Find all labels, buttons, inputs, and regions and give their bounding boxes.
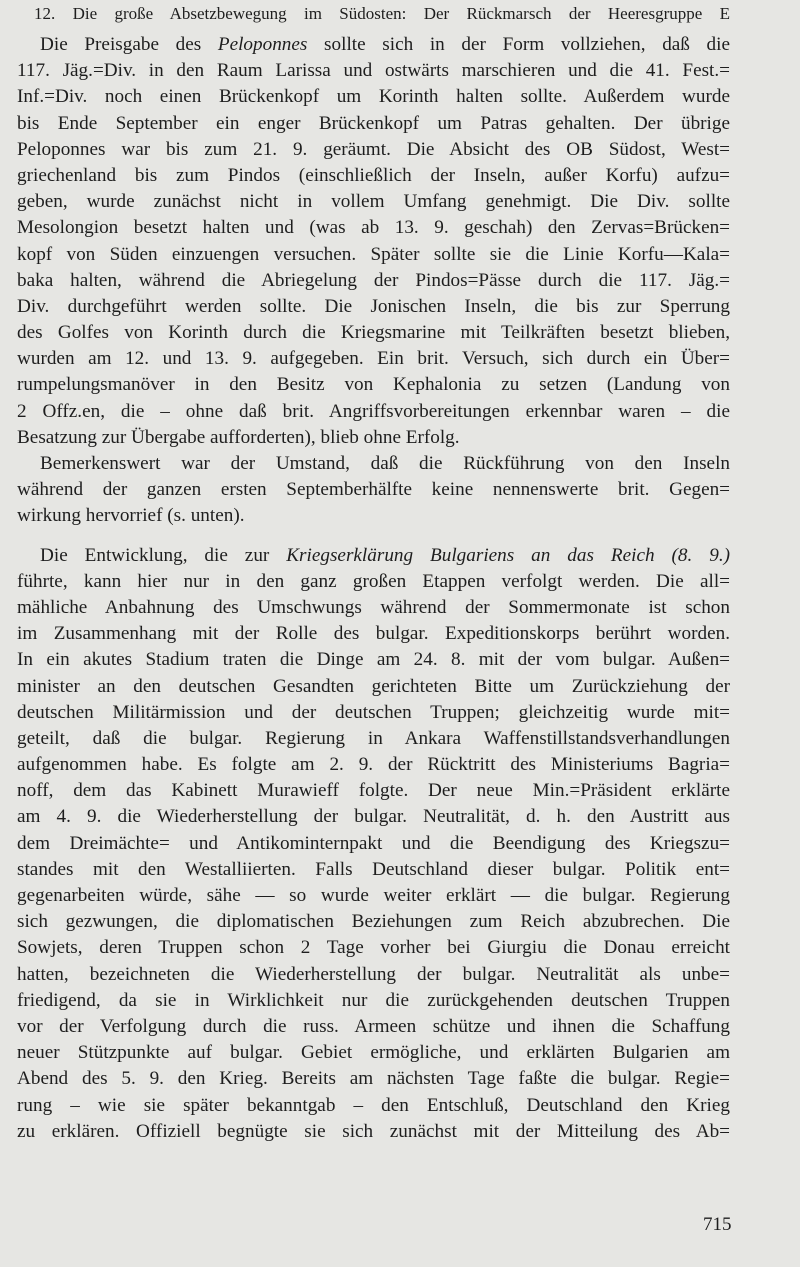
text-line (17, 372, 730, 398)
text-line (17, 137, 730, 163)
text-line (17, 1014, 730, 1040)
text-line (17, 346, 730, 372)
text-segment: hatten, bezeichneten die Wiederherstellung der bulgar. Neutralität als unbe= (17, 963, 730, 985)
italic-text: Kriegserklärung Bulgariens an das Reich (8. 9.) (286, 544, 730, 566)
paragraph (17, 543, 730, 1145)
text-line (17, 58, 730, 84)
text-line (17, 569, 730, 595)
paragraph (17, 32, 730, 451)
text-segment: geteilt, daß die bulgar. Regierung in Ankara Waffenstillstandsverhandlungen (17, 727, 730, 749)
text-line (17, 32, 730, 58)
text-line (17, 909, 730, 935)
text-segment: kopf von Süden einzuengen versuchen. Später sollte sie die Linie Korfu—Kala= (17, 243, 730, 265)
text-segment: 2 Offz.en, die – ohne daß brit. Angriffsvorbereitungen erkennbar waren – die (17, 400, 730, 422)
text-segment: dem Dreimächte= und Antikominternpakt und die Beendigung des Kriegszu= (17, 832, 730, 854)
text-segment: des Golfes von Korinth durch die Kriegsmarine mit Teilkräften besetzt blieben, (17, 322, 730, 344)
text-line (17, 268, 730, 294)
text-segment: Sowjets, deren Truppen schon 2 Tage vorher bei Giurgiu die Donau erreicht (17, 937, 730, 959)
text-line (17, 451, 730, 477)
text-segment: baka halten, während die Abriegelung der Pindos=Pässe durch die 117. Jäg.= (17, 269, 730, 291)
text-segment: griechenland bis zum Pindos (einschließlich der Inseln, außer Korfu) aufzu= (17, 164, 730, 186)
text-line (17, 294, 730, 320)
text-line (17, 111, 730, 137)
italic-text: Peloponnes (217, 34, 308, 55)
text-line (17, 962, 730, 988)
text-segment: während der ganzen ersten Septemberhälfte keine nennenswerte brit. Gegen= (17, 479, 730, 501)
paragraph-gap (17, 530, 730, 543)
text-segment: am 4. 9. die Wiederherstellung der bulgar. Neutralität, d. h. den Austritt aus (17, 806, 730, 828)
text-line (17, 674, 730, 700)
running-header: 12. Die große Absetzbewegung im Südosten: Der Rückmarsch der Heeresgruppe E (34, 4, 730, 23)
text-line (17, 242, 730, 268)
text-segment: standes mit den Westalliierten. Falls Deutschland dieser bulgar. Politik ent= (17, 858, 730, 880)
text-line (17, 883, 730, 909)
text-line (17, 988, 730, 1014)
text-segment: Besatzung zur Übergabe aufforderten), blieb ohne Erfolg. (17, 426, 460, 448)
text-segment: wirkung hervorrief (s. unten). (17, 505, 245, 527)
text-line (17, 778, 730, 804)
text-line (17, 935, 730, 961)
text-segment: rung – wie sie später bekanntgab – den Entschluß, Deutschland den Krieg (17, 1094, 730, 1116)
text-segment: aufgenommen habe. Es folgte am 2. 9. der Rücktritt des Ministeriums Bagria= (17, 754, 730, 776)
text-segment: neuer Stützpunkte auf bulgar. Gebiet ermögliche, und erklärten Bulgarien am (17, 1042, 730, 1064)
text-segment: Die Entwicklung, die zur (40, 544, 287, 566)
text-line (17, 621, 730, 647)
text-line (17, 215, 730, 241)
text-line (17, 320, 730, 346)
text-segment: deutschen Militärmission und der deutschen Truppen; gleichzeitig wurde mit= (17, 701, 730, 723)
text-line (17, 1093, 730, 1119)
text-segment: vor der Verfolgung durch die russ. Armeen schütze und ihnen die Schaffung (17, 1015, 730, 1037)
text-segment: minister an den deutschen Gesandten gerichteten Bitte um Zurückziehung der (17, 675, 730, 697)
text-segment: Abend des 5. 9. den Krieg. Bereits am nächsten Tage faßte die bulgar. Regie= (17, 1068, 730, 1090)
text-line (17, 1119, 730, 1145)
paragraph (17, 451, 730, 530)
text-segment: Div. durchgeführt werden sollte. Die Jonischen Inseln, die bis zur Sperrung (17, 295, 730, 317)
text-line (17, 804, 730, 830)
text-segment: Peloponnes war bis zum 21. 9. geräumt. Die Absicht des OB Südost, West= (17, 138, 730, 160)
text-segment: zu erklären. Offiziell begnügte sie sich zunächst mit der Mitteilung des Ab= (17, 1120, 730, 1142)
text-segment: friedigend, da sie in Wirklichkeit nur die zurückgehenden deutschen Truppen (17, 989, 730, 1011)
text-line (17, 1040, 730, 1066)
text-line (17, 857, 730, 883)
text-segment: geben, wurde zunächst nicht in vollem Umfang genehmigt. Die Div. sollte (17, 191, 730, 213)
text-line (17, 189, 730, 215)
text-segment: sollte sich in der Form vollziehen, daß die (307, 34, 730, 55)
text-segment: 117. Jäg.=Div. in den Raum Larissa und ostwärts marschieren und die 41. Fest.= (17, 60, 730, 82)
text-line (17, 477, 730, 503)
text-line (17, 726, 730, 752)
text-line (17, 503, 730, 529)
page-number: 715 (703, 1214, 732, 1235)
text-line (17, 700, 730, 726)
text-segment: gegenarbeiten würde, sähe — so wurde weiter erklärt — die bulgar. Regierung (17, 885, 730, 906)
text-segment: Die Preisgabe des (40, 34, 218, 55)
text-line (17, 595, 730, 621)
text-segment: führte, kann hier nur in den ganz großen Etappen verfolgt werden. Die all= (17, 570, 730, 592)
text-segment: rumpelungsmanöver in den Besitz von Kephalonia zu setzen (Landung von (17, 374, 730, 396)
text-segment: wurden am 12. und 13. 9. aufgegeben. Ein brit. Versuch, sich durch ein Über= (17, 348, 730, 370)
text-line (17, 425, 730, 451)
text-line (17, 831, 730, 857)
text-segment: im Zusammenhang mit der Rolle des bulgar. Expeditionskorps berührt worden. (17, 623, 730, 645)
text-segment: mähliche Anbahnung des Umschwungs während der Sommermonate ist schon (17, 596, 730, 618)
text-line (17, 752, 730, 778)
text-segment: Bemerkenswert war der Umstand, daß die Rückführung von den Inseln (40, 453, 730, 474)
text-segment: Mesolongion besetzt halten und (was ab 13. 9. geschah) den Zervas=Brücken= (17, 217, 730, 239)
text-line (17, 1066, 730, 1092)
text-segment: sich gezwungen, die diplomatischen Beziehungen zum Reich abzubrechen. Die (17, 911, 730, 933)
text-line (17, 647, 730, 673)
text-line (17, 399, 730, 425)
body-text (17, 32, 730, 1145)
text-segment: In ein akutes Stadium traten die Dinge am 24. 8. mit der vom bulgar. Außen= (17, 649, 730, 671)
text-segment: bis Ende September ein enger Brückenkopf um Patras gehalten. Der übrige (17, 112, 730, 134)
text-line (17, 84, 730, 110)
text-line (17, 543, 730, 569)
text-segment: noff, dem das Kabinett Murawieff folgte. Der neue Min.=Präsident erklärte (17, 780, 730, 802)
text-segment: Inf.=Div. noch einen Brückenkopf um Korinth halten sollte. Außerdem wurde (17, 86, 730, 108)
text-line (17, 163, 730, 189)
